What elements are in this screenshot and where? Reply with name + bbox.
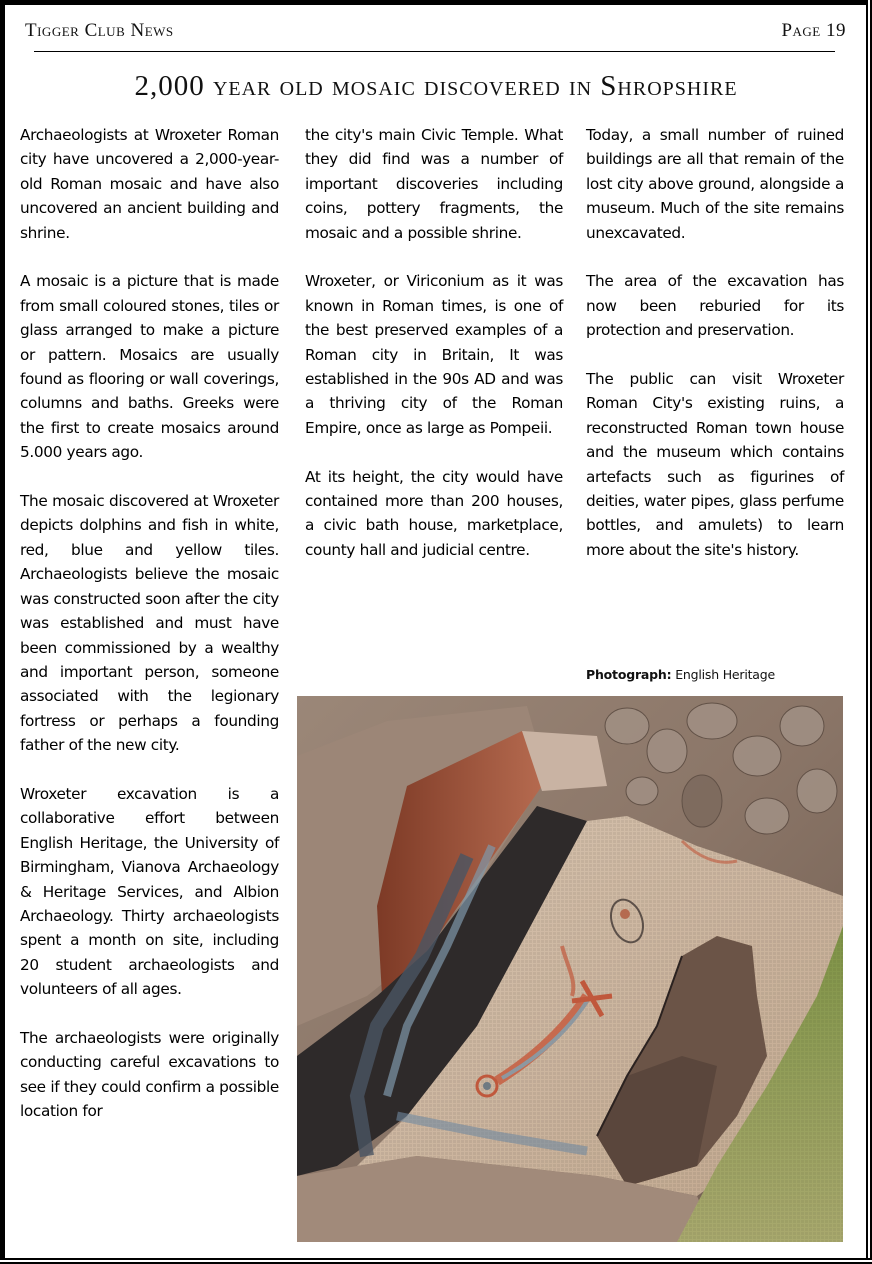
photo-credit — [586, 667, 775, 682]
page-border-right — [866, 0, 872, 1264]
paragraph: the city's main Civic Temple. What they did find was a number of important discoveries including coins, pottery fragments, the mosaic and a possible shrine. — [305, 126, 563, 242]
photo-credit-label: Photograph: — [586, 667, 672, 682]
paragraph: Wroxeter, or Viriconium as it was known in Roman times, is one of the best preserved examples of a Roman city in Britain, It was established in the 90s AD and was a thriving city of the Roman Empire, once as large as Pompeii. — [305, 272, 563, 437]
paragraph: The public can visit Wroxeter Roman City's existing ruins, a reconstructed Roman town house and the museum which contains artefacts such as figurines of deities, water pipes, glass perfume bottles, and amulets) to learn more about the site's history. — [586, 370, 844, 559]
paragraph: Today, a small number of ruined buildings are all that remain of the lost city above ground, alongside a museum. Much of the site remains unexcavated. — [586, 126, 844, 242]
page-number: Page 19 — [781, 20, 846, 41]
mosaic-photo-illustration — [297, 696, 843, 1242]
running-header — [25, 20, 846, 44]
paragraph: At its height, the city would have contained more than 200 houses, a civic bath house, marketplace, county hall and judicial centre. — [305, 467, 563, 559]
paragraph: The area of the excavation has now been reburied for its protection and preservation. — [586, 272, 844, 340]
page-border-left — [0, 0, 5, 1264]
paragraph: A mosaic is a picture that is made from small coloured stones, tiles or glass arranged to make a picture or pattern. Mosaics are usually found as flooring or wall coverings, columns and baths. Greeks were the first to create mosaics around 5.000 years ago. — [20, 272, 279, 462]
paragraph: The mosaic discovered at Wroxeter depicts dolphins and fish in white, red, blue and yellow tiles. Archaeologists believe the mosaic was constructed soon after the city was established and must have been commissioned by a wealthy and important person, someone associated with the legionary fortress or perhaps a founding father of the new city. — [20, 492, 279, 755]
article-column-2 — [305, 123, 563, 587]
header-rule — [34, 51, 835, 52]
article-column-1 — [20, 123, 279, 1148]
article-column-3 — [586, 123, 844, 587]
paragraph: Archaeologists at Wroxeter Roman city have uncovered a 2,000-year-old Roman mosaic and have also uncovered an ancient building and shrine. — [20, 126, 279, 242]
photo-credit-source: English Heritage — [675, 667, 775, 682]
article-title: 2,000 year old mosaic discovered in Shropshire — [134, 70, 738, 102]
page-border-bottom — [0, 1258, 872, 1264]
mosaic-photograph — [297, 696, 843, 1242]
page-border-top — [0, 0, 872, 5]
paragraph: Wroxeter excavation is a collaborative effort between English Heritage, the University of Birmingham, Vianova Archaeology & Heritage Services, and Albion Archaeology. Thirty archaeologists spent a month on site, including 20 student archaeologists and volunteers of all ages. — [20, 784, 279, 999]
publication-name: Tigger Club News — [25, 20, 174, 41]
paragraph: The archaeologists were originally conducting careful excavations to see if they could confirm a possible location for — [20, 1028, 279, 1121]
